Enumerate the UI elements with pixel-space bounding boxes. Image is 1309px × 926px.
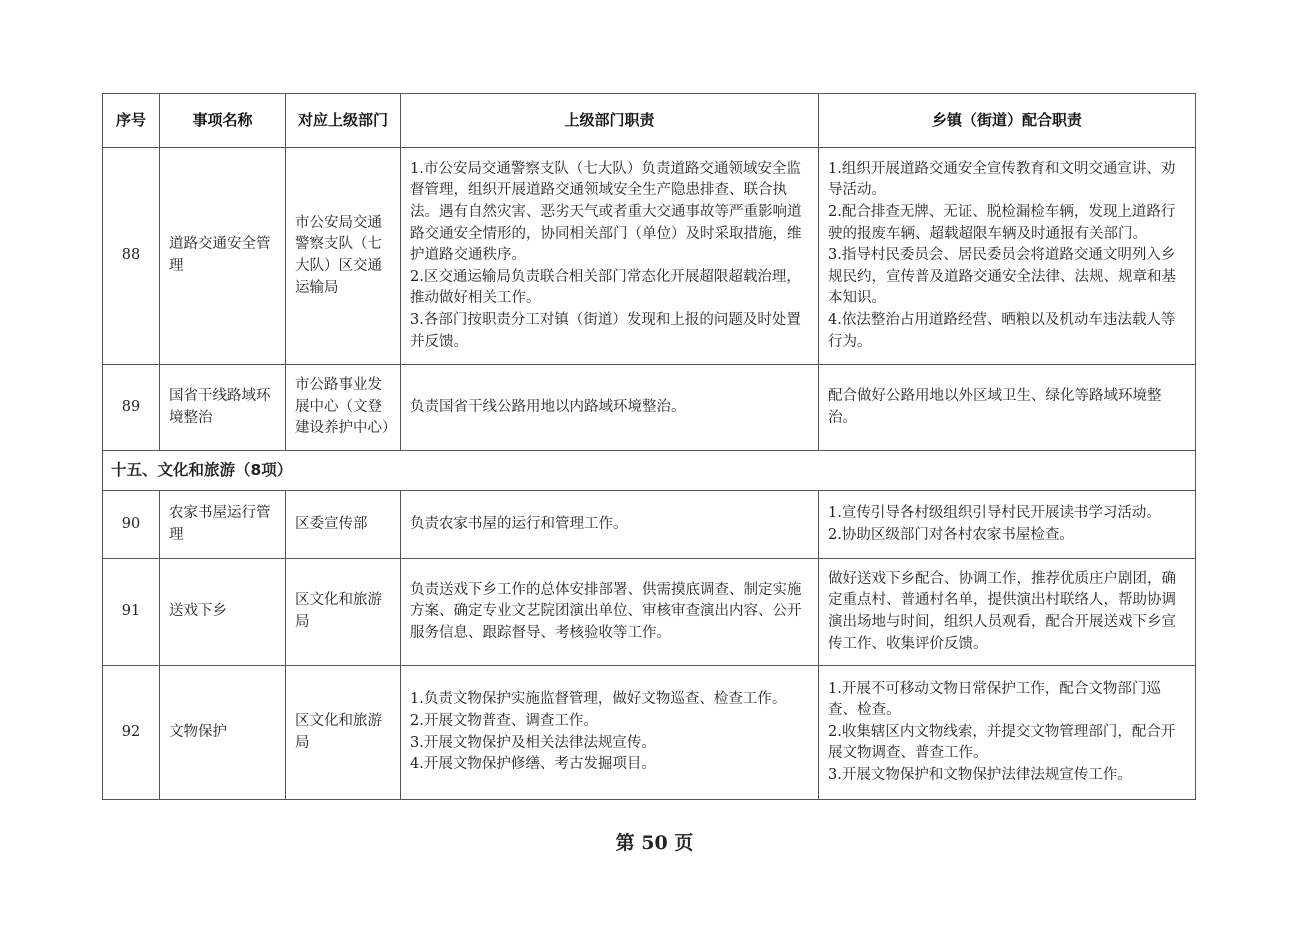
- responsible-department: 区委宣传部: [286, 491, 401, 559]
- header-row: [103, 94, 1196, 148]
- town-cooperation-duty-line: 4.依法整治占用道路经营、晒粮以及机动车违法载人等行为。: [828, 311, 1176, 350]
- town-cooperation-duty-line: 2.收集辖区内文物线索，并提交文物管理部门，配合开展文物调查、普查工作。: [828, 723, 1176, 762]
- page-number: 第 50 页: [615, 832, 694, 854]
- town-cooperation-duty-line: 1.组织开展道路交通安全宣传教育和文明交通宣讲、劝导活动。: [828, 160, 1176, 199]
- town-cooperation-duty-line: 3.开展文物保护和文物保护法律法规宣传工作。: [828, 766, 1132, 783]
- responsible-department: 市公路事业发展中心（文登建设养护中心）: [286, 365, 401, 451]
- town-cooperation-duty-line: 1.宣传引导各村级组织引导村民开展读书学习活动。: [828, 504, 1161, 521]
- col-header-town-duty: 乡镇（街道）配合职责: [819, 94, 1196, 148]
- col-header-no: 序号: [103, 94, 160, 148]
- upper-department-duty-line: 3.各部门按职责分工对镇（街道）发现和上报的问题及时处置并反馈。: [410, 311, 801, 350]
- table-row: [103, 666, 1196, 800]
- row-number: 89: [103, 365, 160, 451]
- section-row: [103, 451, 1196, 491]
- responsible-department: 区文化和旅游局: [286, 666, 401, 800]
- responsible-department: 市公安局交通警察支队（七大队）区交通运输局: [286, 148, 401, 365]
- item-name: 道路交通安全管理: [160, 148, 286, 365]
- row-number: 92: [103, 666, 160, 800]
- item-name: 国省干线路域环境整治: [160, 365, 286, 451]
- upper-department-duty: [401, 559, 819, 666]
- row-number: 91: [103, 559, 160, 666]
- upper-department-duty-line: 1.负责文物保护实施监督管理，做好文物巡查、检查工作。: [410, 691, 787, 708]
- town-cooperation-duty: [819, 559, 1196, 666]
- col-header-dept: 对应上级部门: [286, 94, 401, 148]
- table-row: [103, 559, 1196, 666]
- row-number: 90: [103, 491, 160, 559]
- upper-department-duty-line: 2.开展文物普查、调查工作。: [410, 712, 598, 729]
- section-title: 十五、文化和旅游（8项）: [103, 451, 1196, 491]
- town-cooperation-duty-line: 3.指导村民委员会、居民委员会将道路交通文明列入乡规民约，宣传普及道路交通安全法律、法规、规章和基本知识。: [828, 247, 1176, 307]
- upper-department-duty-line: 3.开展文物保护及相关法律法规宣传。: [410, 734, 656, 751]
- item-name: 文物保护: [160, 666, 286, 800]
- town-cooperation-duty-line: 2.配合排查无牌、无证、脱检漏检车辆，发现上道路行驶的报废车辆、超载超限车辆及时通报有关部门。: [828, 204, 1176, 242]
- table-row: [103, 365, 1196, 451]
- town-cooperation-duty: [819, 365, 1196, 451]
- upper-department-duty: [401, 491, 819, 559]
- responsible-department: 区文化和旅游局: [286, 559, 401, 666]
- item-name: 送戏下乡: [160, 559, 286, 666]
- town-cooperation-duty: [819, 148, 1196, 365]
- upper-department-duty-line: 负责送戏下乡工作的总体安排部署、供需摸底调查、制定实施方案、确定专业文艺院团演出单位、审核审查演出内容、公开服务信息、跟踪督导、考核验收等工作。: [410, 581, 802, 641]
- upper-department-duty-line: 4.开展文物保护修缮、考古发掘项目。: [410, 756, 656, 773]
- town-cooperation-duty-line: 1.开展不可移动文物日常保护工作，配合文物部门巡查、检查。: [828, 680, 1161, 719]
- upper-department-duty-line: 1.市公安局交通警察支队（七大队）负责道路交通领域安全监督管理，组织开展道路交通领域安全生产隐患排查、联合执法。遇有自然灾害、恶劣天气或者重大交通事故等严重影响道路交通安全情形的，协同相关部门（单位）及时采取措施，维护道路交通秩序。: [410, 160, 802, 264]
- duty-table: [102, 93, 1196, 800]
- col-header-upper-duty: 上级部门职责: [401, 94, 819, 148]
- table-row: [103, 491, 1196, 559]
- town-cooperation-duty: [819, 666, 1196, 800]
- town-cooperation-duty-line: 2.协助区级部门对各村农家书屋检查。: [828, 526, 1074, 543]
- col-header-name: 事项名称: [160, 94, 286, 148]
- table-row: [103, 148, 1196, 365]
- upper-department-duty-line: 负责农家书屋的运行和管理工作。: [410, 515, 628, 532]
- upper-department-duty: [401, 365, 819, 451]
- row-number: 88: [103, 148, 160, 365]
- town-cooperation-duty-line: 做好送戏下乡配合、协调工作，推荐优质庄户剧团，确定重点村、普通村名单，提供演出村联络人，帮助协调演出场地与时间，组织人员观看，配合开展送戏下乡宣传工作、收集评价反馈。: [828, 570, 1176, 652]
- item-name: 农家书屋运行管理: [160, 491, 286, 559]
- town-cooperation-duty-line: 配合做好公路用地以外区域卫生、绿化等路域环境整治。: [828, 387, 1162, 426]
- upper-department-duty: [401, 148, 819, 365]
- town-cooperation-duty: [819, 491, 1196, 559]
- upper-department-duty: [401, 666, 819, 800]
- upper-department-duty-line: 负责国省干线公路用地以内路域环境整治。: [410, 398, 686, 415]
- upper-department-duty-line: 2.区交通运输局负责联合相关部门常态化开展超限超载治理，推动做好相关工作。: [410, 268, 801, 307]
